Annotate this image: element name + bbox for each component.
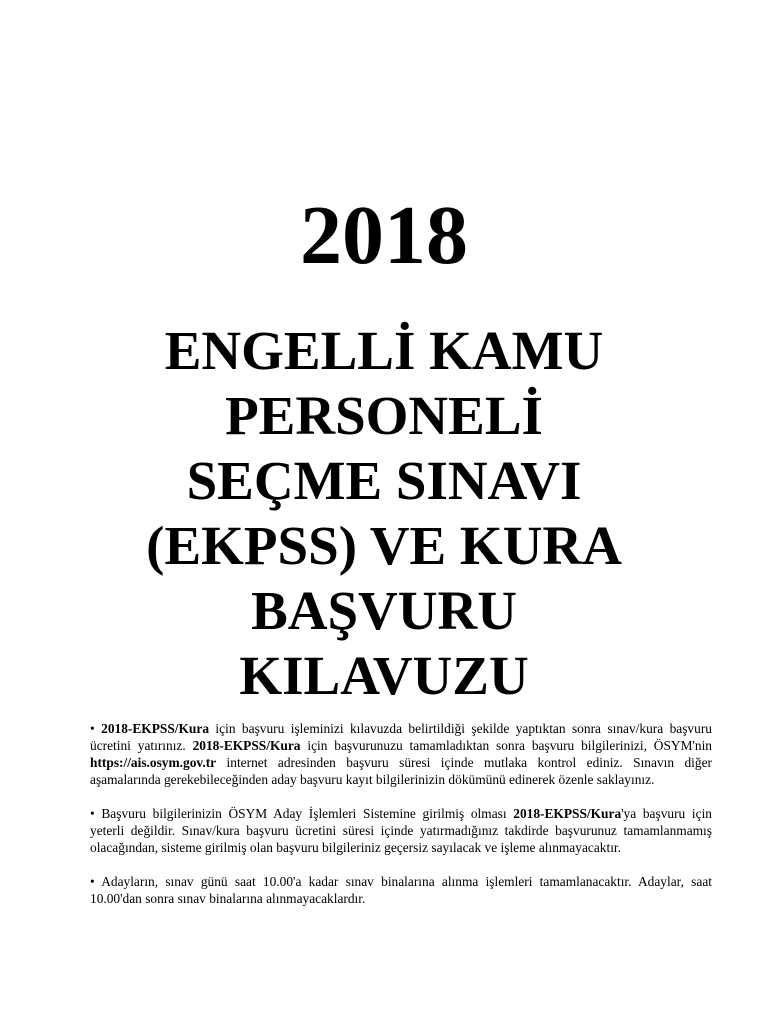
title-line-2: PERSONELİ [225, 385, 543, 446]
title-line-1: ENGELLİ KAMU [164, 320, 604, 381]
notice-paragraph-2 [90, 805, 712, 856]
notice-text: için başvuru işleminizi kılavuzda belirtildiği şekilde yaptıktan sonra sınav/kura başvuru ücretini yatırınız. [90, 721, 712, 753]
title-line-5: BAŞVURU [251, 580, 517, 641]
notice-text: internet adresinden başvuru süresi içinde mutlaka kontrol ediniz. Sınavın diğer aşamalarında gerekebileceğinden aday başvuru kayıt bilgilerinizin dökümünü edinerek özenle saklayınız. [90, 755, 712, 787]
bullet: • [90, 806, 95, 821]
exam-name: 2018-EKPSS/Kura [192, 738, 301, 753]
osym-url: https://ais.osym.gov.tr [90, 755, 217, 770]
notice-text: için başvurunuzu tamamladıktan sonra başvuru bilgilerinizi, ÖSYM'nin [300, 738, 713, 753]
cover-title [0, 318, 768, 708]
title-line-3: SEÇME SINAVI [186, 450, 582, 511]
bullet: • [90, 721, 95, 736]
notice-text: 'ya başvuru için yeterli değildir. Sınav/kura başvuru ücretini süresi içinde yatırmadığınız takdirde başvurunuz tamamlanmamış olacağından, sisteme girilmiş olan başvuru bilgileriniz geçersiz sayılacak ve işleme alınmayacaktır. [90, 806, 712, 855]
notice-list [90, 720, 712, 924]
notice-text: Başvuru bilgilerinizin ÖSYM Aday İşlemleri Sistemine girilmiş olması [94, 806, 514, 821]
notice-paragraph-3 [90, 873, 712, 907]
title-line-4: (EKPSS) VE KURA [146, 515, 622, 576]
cover-year: 2018 [300, 189, 468, 282]
exam-name: 2018-EKPSS/Kura [101, 721, 210, 736]
notice-text: Adayların, sınav günü saat 10.00'a kadar sınav binalarına alınma işlemleri tamamlanacaktır. Adaylar, saat 10.00'dan sonra sınav binalarına alınmayacaklardır. [90, 874, 712, 906]
exam-name: 2018-EKPSS/Kura [513, 806, 622, 821]
notice-paragraph-1 [90, 720, 712, 788]
bullet: • [90, 874, 95, 889]
title-line-6: KILAVUZU [239, 645, 529, 706]
